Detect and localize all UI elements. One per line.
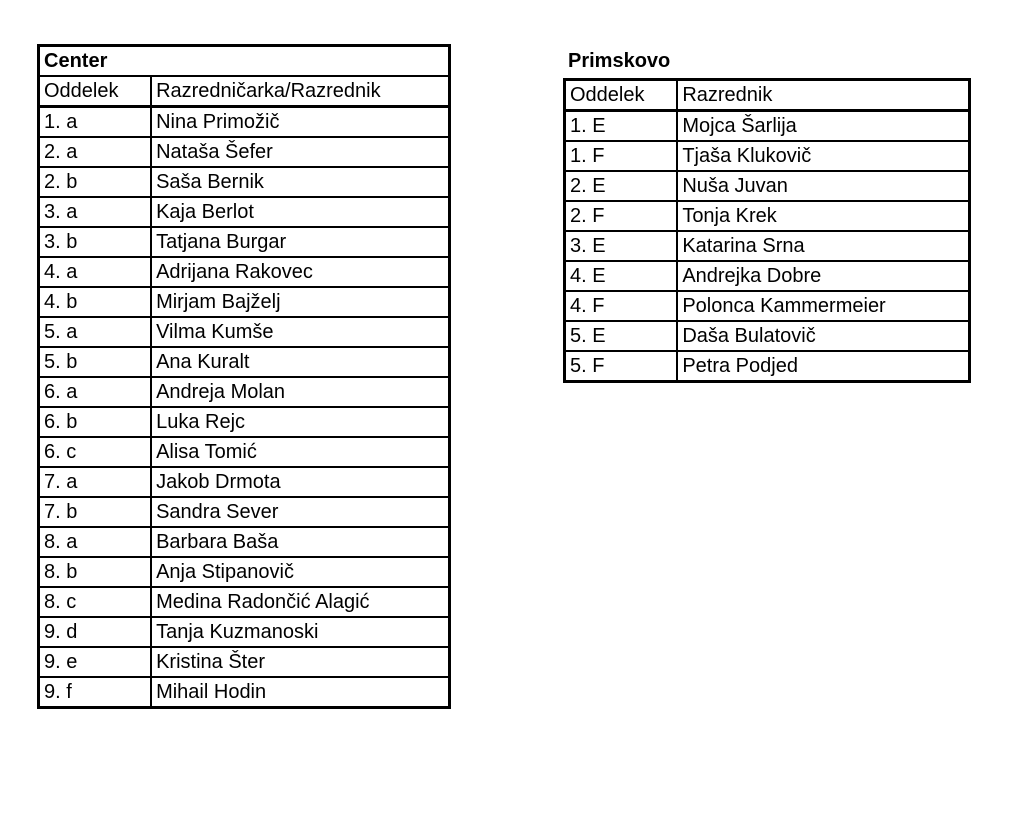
center-teacher-cell: Saša Bernik (151, 167, 449, 197)
center-class-cell: 6. b (39, 407, 152, 437)
center-header-teacher: Razredničarka/Razrednik (151, 76, 449, 107)
center-table-row (39, 497, 450, 527)
center-class-cell: 2. b (39, 167, 152, 197)
center-teacher-cell: Sandra Sever (151, 497, 449, 527)
primskovo-teacher-cell: Tjaša Klukovič (677, 141, 969, 171)
center-teacher-cell: Medina Radončić Alagić (151, 587, 449, 617)
center-table-row (39, 647, 450, 677)
primskovo-table-row (565, 351, 970, 382)
center-title: Center (39, 46, 450, 77)
center-class-cell: 7. a (39, 467, 152, 497)
center-teacher-cell: Jakob Drmota (151, 467, 449, 497)
primskovo-class-cell: 3. E (565, 231, 678, 261)
center-class-cell: 9. f (39, 677, 152, 708)
center-class-cell: 3. b (39, 227, 152, 257)
center-class-cell: 9. e (39, 647, 152, 677)
center-class-cell: 1. a (39, 107, 152, 138)
center-class-cell: 6. a (39, 377, 152, 407)
primskovo-header-row (565, 80, 970, 111)
center-table-row (39, 557, 450, 587)
center-teacher-cell: Luka Rejc (151, 407, 449, 437)
center-class-cell: 2. a (39, 137, 152, 167)
center-table-row (39, 107, 450, 138)
primskovo-teacher-cell: Polonca Kammermeier (677, 291, 969, 321)
center-teacher-cell: Tanja Kuzmanoski (151, 617, 449, 647)
center-teacher-cell: Alisa Tomić (151, 437, 449, 467)
center-teacher-cell: Nina Primožič (151, 107, 449, 138)
primskovo-teacher-cell: Andrejka Dobre (677, 261, 969, 291)
primskovo-header-teacher: Razrednik (677, 80, 969, 111)
center-teacher-cell: Kristina Šter (151, 647, 449, 677)
primskovo-table-row (565, 231, 970, 261)
center-table-row (39, 347, 450, 377)
primskovo-teacher-cell: Daša Bulatovič (677, 321, 969, 351)
primskovo-table-row (565, 321, 970, 351)
center-class-cell: 8. c (39, 587, 152, 617)
center-teacher-cell: Tatjana Burgar (151, 227, 449, 257)
center-table-row (39, 167, 450, 197)
center-table (37, 44, 451, 709)
center-teacher-cell: Ana Kuralt (151, 347, 449, 377)
center-table-row (39, 317, 450, 347)
primskovo-class-cell: 5. E (565, 321, 678, 351)
primskovo-table (563, 78, 971, 383)
center-class-cell: 6. c (39, 437, 152, 467)
center-class-cell: 4. a (39, 257, 152, 287)
center-table-row (39, 287, 450, 317)
center-teacher-cell: Mirjam Bajželj (151, 287, 449, 317)
center-teacher-cell: Mihail Hodin (151, 677, 449, 708)
center-class-cell: 7. b (39, 497, 152, 527)
center-table-row (39, 677, 450, 708)
center-class-cell: 3. a (39, 197, 152, 227)
primskovo-teacher-cell: Katarina Srna (677, 231, 969, 261)
center-table-row (39, 527, 450, 557)
primskovo-teacher-cell: Nuša Juvan (677, 171, 969, 201)
primskovo-class-cell: 5. F (565, 351, 678, 382)
center-table-row (39, 257, 450, 287)
center-class-cell: 8. b (39, 557, 152, 587)
center-class-cell: 5. b (39, 347, 152, 377)
center-teacher-cell: Andreja Molan (151, 377, 449, 407)
center-table-row (39, 227, 450, 257)
center-teacher-cell: Anja Stipanovič (151, 557, 449, 587)
primskovo-table-row (565, 111, 970, 142)
center-table-row (39, 407, 450, 437)
center-table-row (39, 137, 450, 167)
primskovo-class-cell: 4. F (565, 291, 678, 321)
primskovo-class-cell: 2. E (565, 171, 678, 201)
center-teacher-cell: Nataša Šefer (151, 137, 449, 167)
center-teacher-cell: Kaja Berlot (151, 197, 449, 227)
primskovo-teacher-cell: Petra Podjed (677, 351, 969, 382)
primskovo-table-row (565, 141, 970, 171)
center-class-cell: 9. d (39, 617, 152, 647)
center-class-cell: 8. a (39, 527, 152, 557)
primskovo-class-cell: 2. F (565, 201, 678, 231)
center-table-row (39, 197, 450, 227)
center-class-cell: 4. b (39, 287, 152, 317)
primskovo-table-row (565, 171, 970, 201)
primskovo-teacher-cell: Mojca Šarlija (677, 111, 969, 142)
primskovo-title: Primskovo (568, 50, 671, 72)
center-header-oddelek: Oddelek (39, 76, 152, 107)
primskovo-class-cell: 1. E (565, 111, 678, 142)
center-title-row (39, 46, 450, 77)
primskovo-header-oddelek: Oddelek (565, 80, 678, 111)
primskovo-teacher-cell: Tonja Krek (677, 201, 969, 231)
center-table-row (39, 437, 450, 467)
center-teacher-cell: Barbara Baša (151, 527, 449, 557)
center-table-row (39, 587, 450, 617)
center-table-row (39, 617, 450, 647)
primskovo-table-row (565, 291, 970, 321)
primskovo-table-row (565, 201, 970, 231)
center-class-cell: 5. a (39, 317, 152, 347)
primskovo-table-row (565, 261, 970, 291)
center-table-row (39, 467, 450, 497)
center-teacher-cell: Adrijana Rakovec (151, 257, 449, 287)
primskovo-class-cell: 4. E (565, 261, 678, 291)
center-table-row (39, 377, 450, 407)
primskovo-class-cell: 1. F (565, 141, 678, 171)
center-header-row (39, 76, 450, 107)
center-teacher-cell: Vilma Kumše (151, 317, 449, 347)
